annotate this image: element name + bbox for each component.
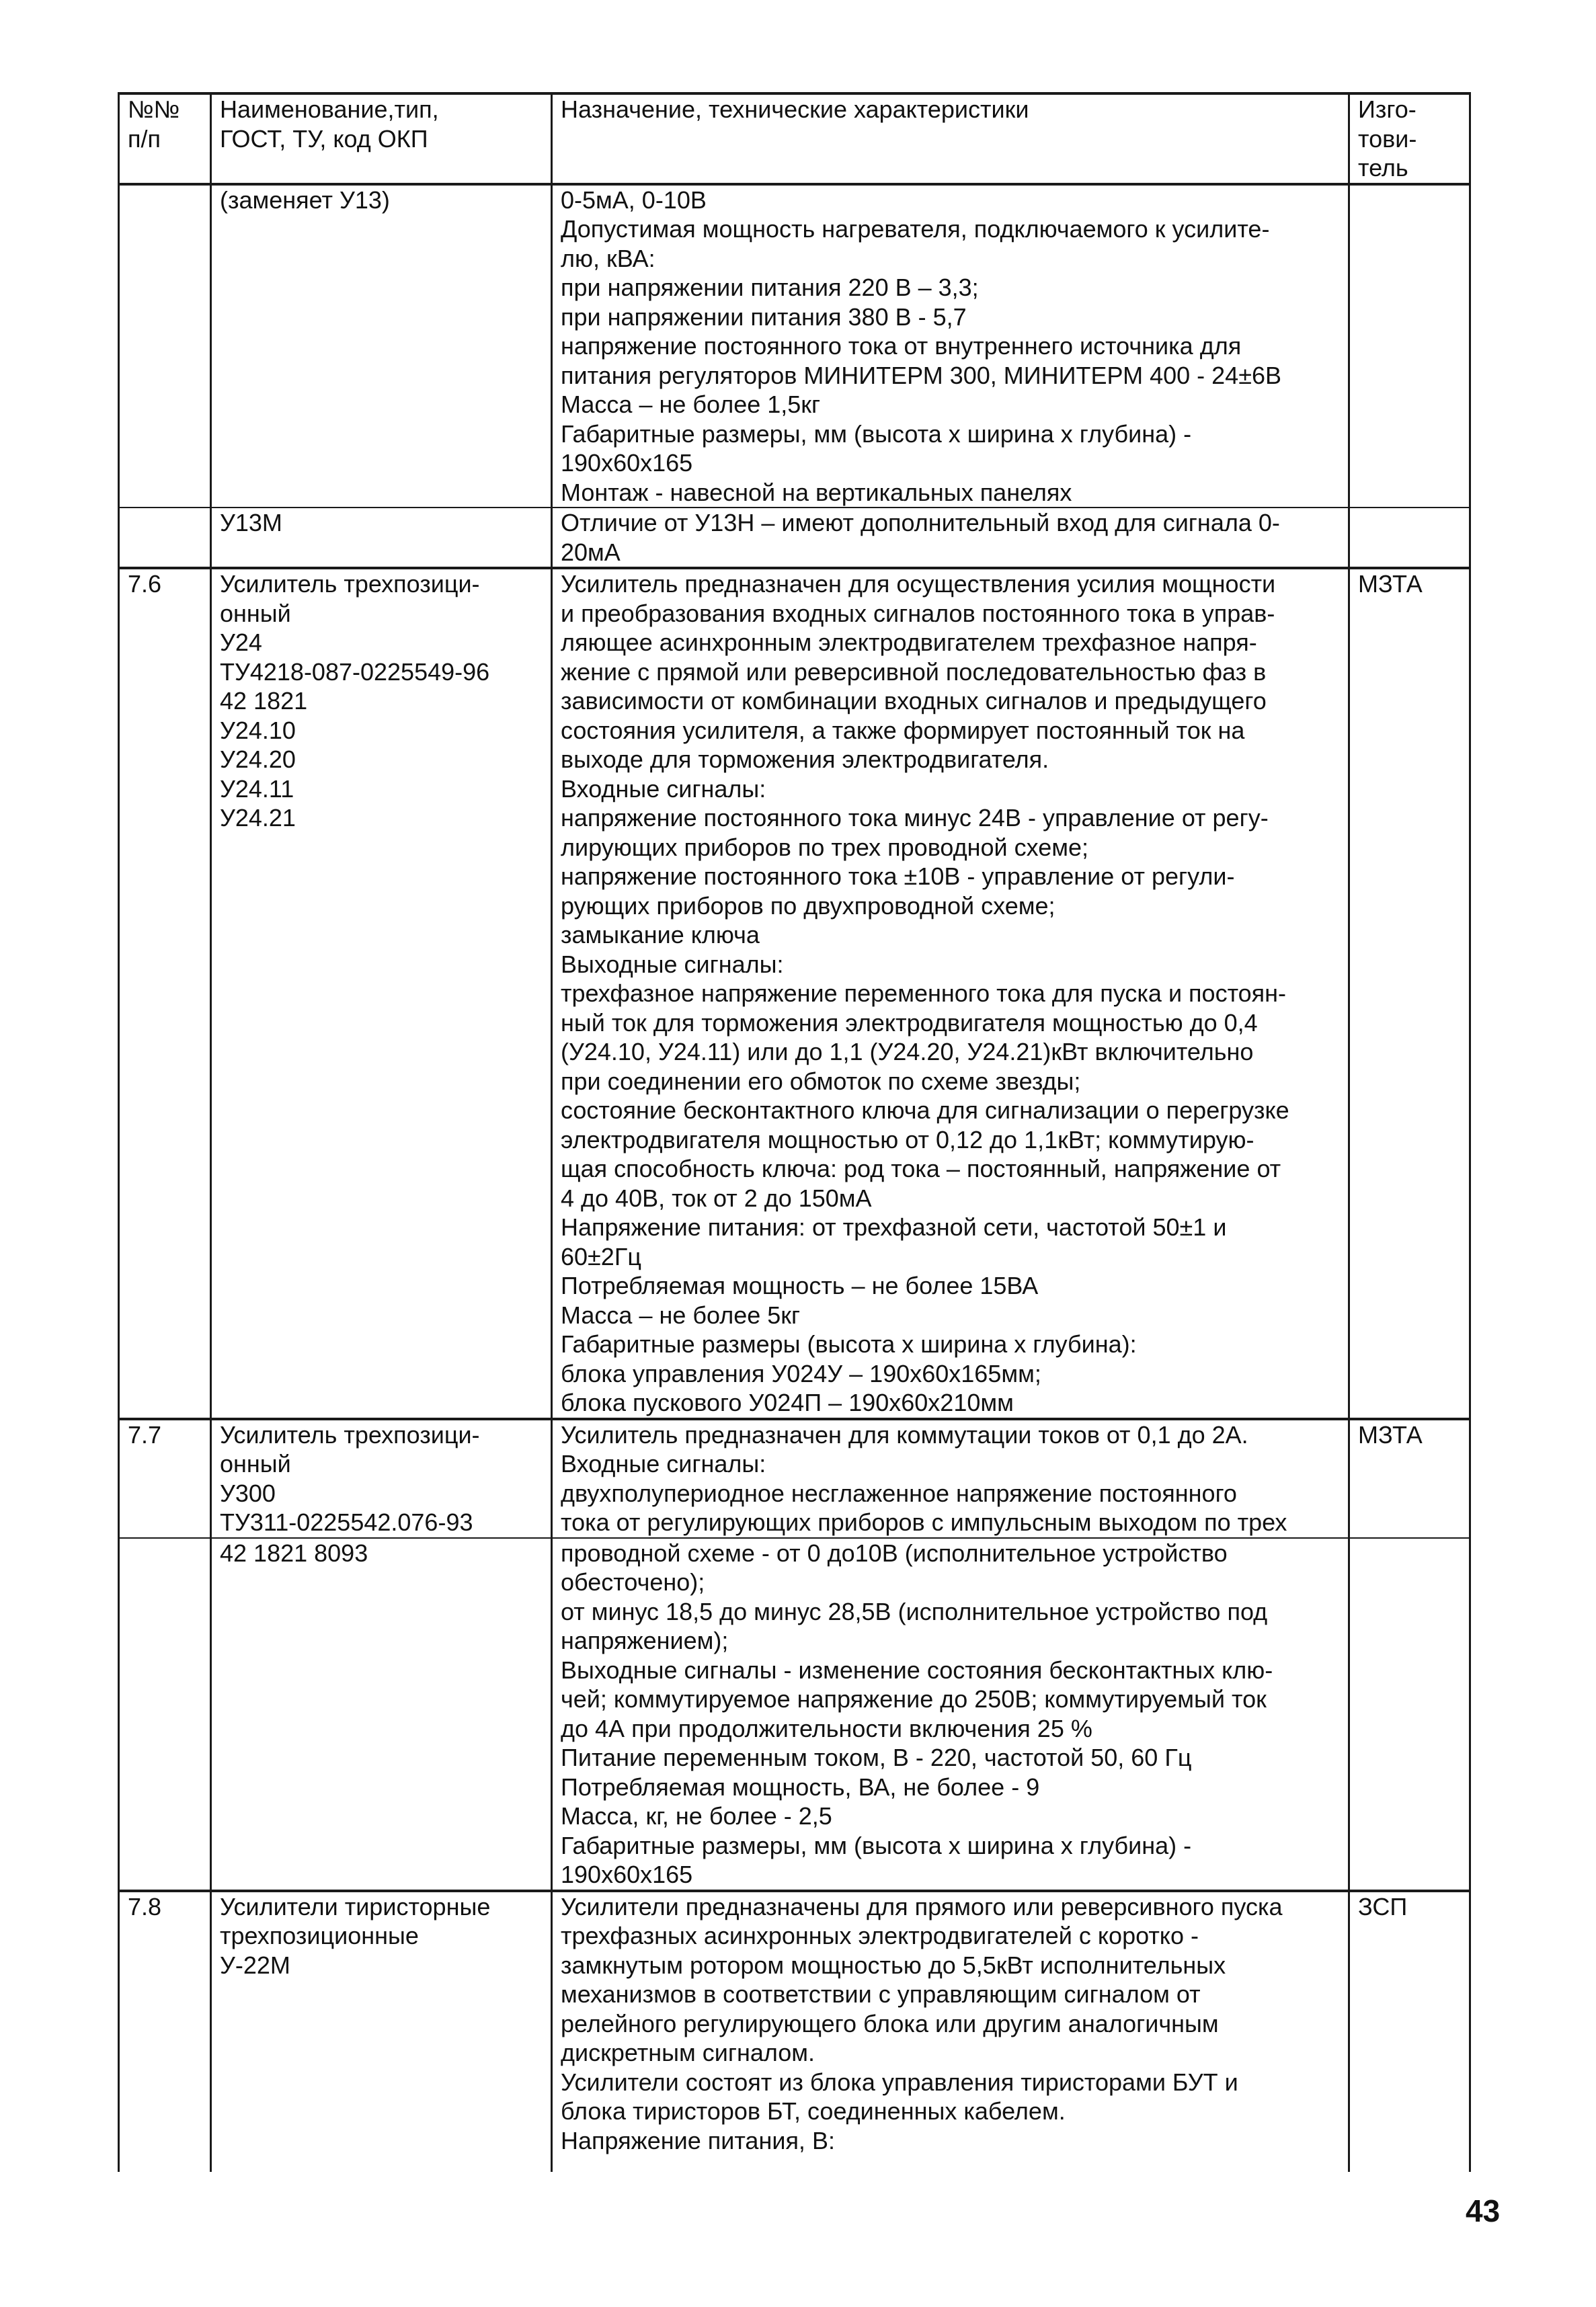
specification-table <box>118 92 1471 2172</box>
row-number <box>119 508 211 568</box>
row-name-line: У13М <box>220 509 282 536</box>
row-name-line: У24 <box>220 629 262 656</box>
row-description-line: Усилитель предназначен для коммутации токов от 0,1 до 2А. <box>561 1420 1248 1449</box>
row-description-line: до 4А при продолжительности включения 25 % <box>561 1714 1092 1742</box>
header-manufacturer <box>1349 93 1470 184</box>
row-name-line: Усилитель трехпозици- <box>220 1420 480 1449</box>
row-description-line: при напряжении питания 220 В – 3,3; <box>561 274 979 301</box>
row-description-line: 190х60х165 <box>561 1861 693 1888</box>
row-description-line: механизмов в соответствии с управляющим сигналом от <box>561 1980 1201 2008</box>
row-description-line: Потребляемая мощность, ВА, не более - 9 <box>561 1773 1040 1801</box>
row-manufacturer <box>1349 1419 1470 1538</box>
row-description-line: замыкание ключа <box>561 921 760 948</box>
row-description-line: зависимости от комбинации входных сигналов и предыдущего <box>561 687 1267 715</box>
row-description-line: обесточено); <box>561 1568 705 1596</box>
row-description-line: (У24.10, У24.11) или до 1,1 (У24.20, У24.21)кВт включительно <box>561 1038 1254 1065</box>
row-number <box>119 1419 211 1538</box>
row-description-line: при соединении его обмоток по схеме звезды; <box>561 1067 1081 1095</box>
table-row <box>119 1538 1470 1891</box>
row-name-line: У24.20 <box>220 745 296 773</box>
row-description-line: 4 до 40В, ток от 2 до 150мА <box>561 1184 872 1212</box>
row-description-line: Усилители предназначены для прямого или реверсивного пуска <box>561 1892 1283 1920</box>
row-name-line: У24.21 <box>220 804 296 832</box>
table-row <box>119 184 1470 508</box>
header-name <box>211 93 552 184</box>
row-manufacturer-line: МЗТА <box>1358 570 1423 598</box>
row-description <box>552 508 1349 568</box>
row-name-line: онный <box>220 599 291 627</box>
row-description-line: 0-5мА, 0-10В <box>561 186 707 214</box>
header-number <box>119 93 211 184</box>
row-description-line: чей; коммутируемое напряжение до 250В; коммутируемый ток <box>561 1685 1267 1713</box>
header-name-line: ГОСТ, ТУ, код ОКП <box>220 124 428 153</box>
row-description-line: блока пускового У024П – 190х60х210мм <box>561 1389 1014 1416</box>
row-description-line: блока тиристоров БТ, соединенных кабелем. <box>561 2097 1066 2125</box>
row-description-line: 190х60х165 <box>561 449 693 477</box>
row-description-line: щая способность ключа: род тока – постоянный, напряжение от <box>561 1155 1281 1182</box>
row-description-line: Отличие от У13Н – имеют дополнительный вход для сигнала 0- <box>561 509 1280 536</box>
row-manufacturer-line: МЗТА <box>1358 1420 1423 1449</box>
table-row <box>119 1891 1470 2172</box>
row-description <box>552 1538 1349 1891</box>
row-description-line: Выходные сигналы - изменение состояния бесконтактных клю- <box>561 1656 1273 1684</box>
row-number <box>119 568 211 1419</box>
row-number <box>119 1538 211 1891</box>
row-description-line: двухполупериодное несглаженное напряжение постоянного <box>561 1479 1237 1507</box>
row-number <box>119 184 211 508</box>
row-name-line: Усилители тиристорные <box>220 1892 491 1920</box>
row-description-line: при напряжении питания 380 В - 5,7 <box>561 302 967 331</box>
row-description-line: ляющее асинхронным электродвигателем трехфазное напря- <box>561 629 1257 656</box>
row-description-line: напряжение постоянного тока от внутреннего источника для <box>561 332 1242 360</box>
row-description-line: лю, кВА: <box>561 244 655 272</box>
header-number-line: №№ <box>128 95 180 123</box>
row-name <box>211 1419 552 1538</box>
header-manufacturer-line: Изго- <box>1358 95 1417 123</box>
table-header-row <box>119 93 1470 184</box>
row-description-line: от минус 18,5 до минус 28,5В (исполнительное устройство под <box>561 1597 1268 1625</box>
row-description-line: Масса, кг, не более - 2,5 <box>561 1802 832 1830</box>
row-description-line: Габаритные размеры, мм (высота х ширина х глубина) - <box>561 1831 1192 1859</box>
row-description-line: электродвигателя мощностью от 0,12 до 1,1кВт; коммутирую- <box>561 1125 1254 1154</box>
header-number-line: п/п <box>128 124 161 153</box>
header-description <box>552 93 1349 184</box>
row-description <box>552 1891 1349 2172</box>
row-manufacturer <box>1349 184 1470 508</box>
row-name <box>211 1891 552 2172</box>
row-manufacturer <box>1349 508 1470 568</box>
header-manufacturer-line: тель <box>1358 154 1408 181</box>
row-name-line: трехпозиционные <box>220 1922 419 1949</box>
row-description-line: 60±2Гц <box>561 1242 641 1270</box>
row-description-line: Выходные сигналы: <box>561 950 784 978</box>
row-manufacturer <box>1349 1538 1470 1891</box>
row-description-line: Масса – не более 1,5кг <box>561 391 821 418</box>
row-name-line: ТУ311-0225542.076-93 <box>220 1508 473 1536</box>
row-name-line: У300 <box>220 1479 276 1507</box>
row-name <box>211 568 552 1419</box>
header-description-line: Назначение, технические характеристики <box>561 95 1029 123</box>
row-number-line: 7.6 <box>128 570 162 598</box>
row-description-line: блока управления У024У – 190х60х165мм; <box>561 1359 1041 1387</box>
table-row <box>119 508 1470 568</box>
row-description-line: жение с прямой или реверсивной последовательностью фаз в <box>561 657 1267 686</box>
row-description-line: трехфазное напряжение переменного тока для пуска и постоян- <box>561 979 1287 1007</box>
row-description-line: Напряжение питания: от трехфазной сети, частотой 50±1 и <box>561 1213 1227 1241</box>
row-description-line: Потребляемая мощность – не более 15ВА <box>561 1272 1039 1299</box>
row-description-line: Напряжение питания, В: <box>561 2126 835 2154</box>
row-number <box>119 1891 211 2172</box>
row-description-line: дискретным сигналом. <box>561 2039 815 2066</box>
page-number: 43 <box>1466 2193 1501 2228</box>
row-description-line: Входные сигналы: <box>561 774 766 803</box>
row-description-line: тока от регулирующих приборов с импульсным выходом по трех <box>561 1508 1287 1536</box>
table-row <box>119 568 1470 1419</box>
row-name-line: У-22М <box>220 1951 290 1979</box>
row-name-line: Усилитель трехпозици- <box>220 570 480 598</box>
row-name-line: 42 1821 <box>220 687 308 715</box>
row-manufacturer-line: ЗСП <box>1358 1892 1408 1920</box>
row-name-line: (заменяет У13) <box>220 186 390 214</box>
row-description-line: напряжение постоянного тока минус 24В - управление от регу- <box>561 804 1269 832</box>
table-row <box>119 1419 1470 1538</box>
row-description-line: и преобразования входных сигналов постоянного тока в управ- <box>561 599 1275 627</box>
row-description-line: Габаритные размеры, мм (высота х ширина х глубина) - <box>561 419 1192 448</box>
row-description-line: Допустимая мощность нагревателя, подключаемого к усилите- <box>561 215 1270 243</box>
header-manufacturer-line: тови- <box>1358 124 1417 153</box>
row-description-line: выходе для торможения электродвигателя. <box>561 745 1049 773</box>
row-name-line: У24.11 <box>220 774 294 803</box>
row-manufacturer <box>1349 1891 1470 2172</box>
row-description-line: 20мА <box>561 538 621 566</box>
row-name <box>211 1538 552 1891</box>
row-description-line: релейного регулирующего блока или другим аналогичным <box>561 2009 1219 2037</box>
row-description-line: Габаритные размеры (высота х ширина х глубина): <box>561 1330 1137 1358</box>
row-name-line: онный <box>220 1450 291 1478</box>
header-name-line: Наименование,тип, <box>220 95 439 123</box>
row-description-line: состояние бесконтактного ключа для сигнализации о перегрузке <box>561 1096 1289 1124</box>
row-description-line: замкнутым ротором мощностью до 5,5кВт исполнительных <box>561 1951 1226 1979</box>
row-description-line: ный ток для торможения электродвигателя мощностью до 0,4 <box>561 1008 1258 1037</box>
row-manufacturer <box>1349 568 1470 1419</box>
row-description-line: состояния усилителя, а также формирует постоянный ток на <box>561 716 1245 744</box>
row-description-line: Усилитель предназначен для осуществления усилия мощности <box>561 570 1276 598</box>
row-name-line: У24.10 <box>220 716 296 744</box>
row-description-line: напряжением); <box>561 1627 729 1654</box>
row-description-line: Масса – не более 5кг <box>561 1301 801 1329</box>
row-description-line: рующих приборов по двухпроводной схеме; <box>561 891 1055 920</box>
row-description-line: лирующих приборов по трех проводной схеме; <box>561 833 1089 861</box>
row-name <box>211 184 552 508</box>
row-name <box>211 508 552 568</box>
row-description-line: питания регуляторов МИНИТЕРМ 300, МИНИТЕРМ 400 - 24±6В <box>561 361 1281 389</box>
row-name-line: 42 1821 8093 <box>220 1539 368 1567</box>
row-description-line: Усилители состоят из блока управления тиристорами БУТ и <box>561 2068 1238 2096</box>
row-description-line: Монтаж - навесной на вертикальных панелях <box>561 478 1072 506</box>
row-name-line: ТУ4218-087-0225549-96 <box>220 657 490 686</box>
row-description-line: проводной схеме - от 0 до10В (исполнительное устройство <box>561 1539 1228 1567</box>
row-description-line: напряжение постоянного тока ±10В - управление от регули- <box>561 862 1235 890</box>
row-description <box>552 1419 1349 1538</box>
row-description-line: трехфазных асинхронных электродвигателей с коротко - <box>561 1922 1199 1949</box>
row-number-line: 7.8 <box>128 1892 162 1920</box>
row-description-line: Питание переменным током, В - 220, частотой 50, 60 Гц <box>561 1744 1192 1771</box>
row-number-line: 7.7 <box>128 1420 162 1449</box>
row-description <box>552 568 1349 1419</box>
row-description-line: Входные сигналы: <box>561 1450 766 1478</box>
row-description <box>552 184 1349 508</box>
